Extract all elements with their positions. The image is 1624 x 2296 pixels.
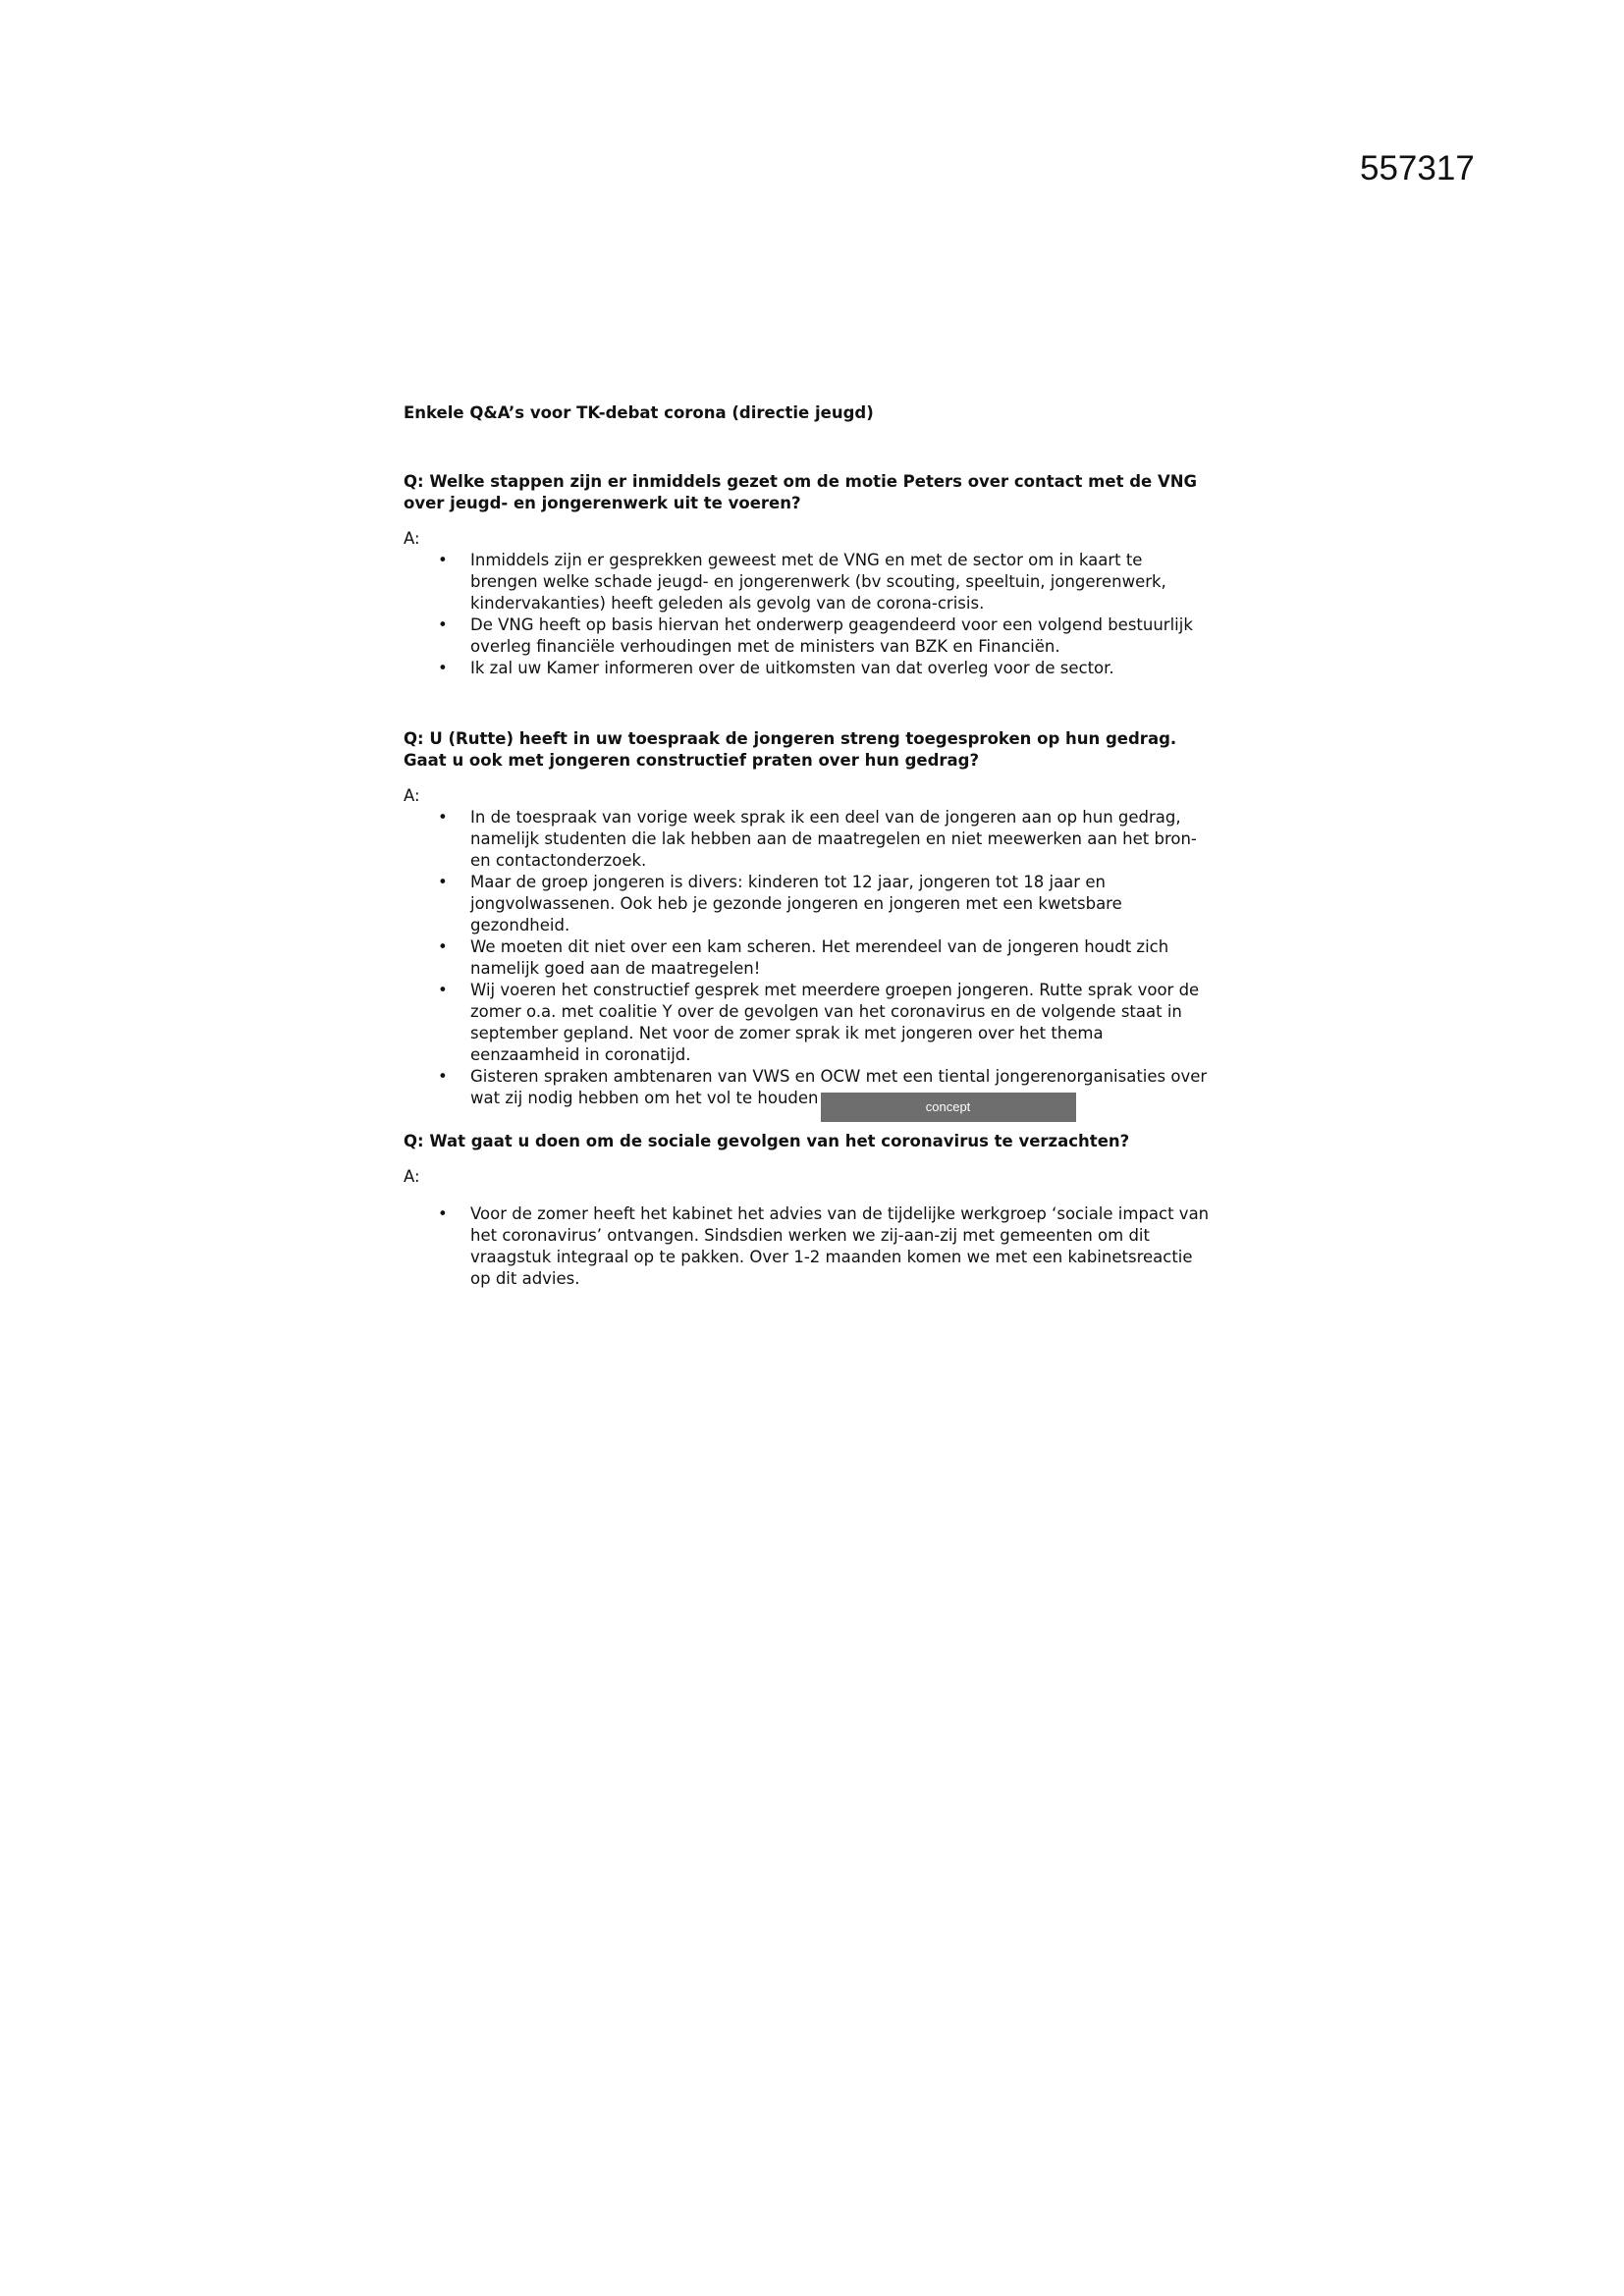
document-body (404, 402, 1238, 1290)
answer-label: A: (404, 1167, 420, 1186)
answer-line: zomer o.a. met coalitie Y over de gevolgen van het coronavirus en de volgende staat in (470, 1002, 1182, 1021)
bullet-icon: • (438, 873, 448, 891)
answer-line-with-redaction (470, 1088, 1238, 1122)
answer-line: en contactonderzoek. (470, 851, 647, 870)
question-3 (404, 1131, 1238, 1152)
bullet-icon: • (438, 981, 448, 999)
question-line: Q: Welke stappen zijn er inmiddels gezet om de motie Peters over contact met de VNG (404, 472, 1198, 491)
list-item (438, 936, 1238, 980)
answer-line: Inmiddels zijn er gesprekken geweest met de VNG en met de sector om in kaart te (470, 551, 1143, 569)
list-item (438, 614, 1238, 658)
answer-line: namelijk goed aan de maatregelen! (470, 959, 761, 978)
question-line: over jeugd- en jongerenwerk uit te voeren? (404, 494, 801, 512)
answer-line: het coronavirus’ ontvangen. Sindsdien werken we zij-aan-zij met gemeenten om dit (470, 1226, 1150, 1245)
document-title: Enkele Q&A’s voor TK-debat corona (directie jeugd) (404, 403, 874, 422)
qa-section-1 (404, 471, 1238, 679)
question-1 (404, 471, 1238, 514)
question-line: Q: Wat gaat u doen om de sociale gevolgen van het coronavirus te verzachten? (404, 1132, 1130, 1150)
answer-line: Gisteren spraken ambtenaren van VWS en OCW met een tiental jongerenorganisaties over (470, 1067, 1208, 1086)
answer-line: Ik zal uw Kamer informeren over de uitkomsten van dat overleg voor de sector. (470, 659, 1114, 677)
answer-line: jongvolwassenen. Ook heb je gezonde jongeren en jongeren met een kwetsbare (470, 894, 1122, 913)
bullet-icon: • (438, 551, 448, 569)
answer-list (404, 807, 1238, 1122)
answer-label: A: (404, 786, 420, 805)
answer-line: Maar de groep jongeren is divers: kinderen tot 12 jaar, jongeren tot 18 jaar en (470, 873, 1106, 891)
bullet-icon: • (438, 615, 448, 634)
document-number: 557317 (1360, 149, 1475, 187)
answer-line: Voor de zomer heeft het kabinet het advies van de tijdelijke werkgroep ‘sociale impact van (470, 1204, 1210, 1223)
answer-line: september gepland. Net voor de zomer sprak ik met jongeren over het thema (470, 1024, 1104, 1042)
bullet-icon: • (438, 659, 448, 677)
answer-line: gezondheid. (470, 916, 570, 934)
answer-label: A: (404, 529, 420, 548)
answer-line: Wij voeren het constructief gesprek met meerdere groepen jongeren. Rutte sprak voor de (470, 981, 1200, 999)
answer-line: op dit advies. (470, 1269, 580, 1288)
answer-list (404, 1203, 1238, 1290)
redaction-block: concept (821, 1093, 1076, 1122)
qa-section-3 (404, 1131, 1238, 1290)
list-item (438, 807, 1238, 872)
bullet-icon: • (438, 1067, 448, 1086)
answer-line: We moeten dit niet over een kam scheren. Het merendeel van de jongeren houdt zich (470, 937, 1169, 956)
list-item (438, 550, 1238, 614)
list-item (438, 658, 1238, 679)
list-item (438, 1203, 1238, 1290)
answer-line: In de toespraak van vorige week sprak ik een deel van de jongeren aan op hun gedrag, (470, 808, 1181, 827)
bullet-icon: • (438, 937, 448, 956)
question-line: Q: U (Rutte) heeft in uw toespraak de jongeren streng toegesproken op hun gedrag. (404, 729, 1177, 748)
answer-line: namelijk studenten die lak hebben aan de maatregelen en niet meewerken aan het bron- (470, 829, 1197, 848)
answer-line: vraagstuk integraal op te pakken. Over 1-2 maanden komen we met een kabinetsreactie (470, 1248, 1193, 1266)
answer-line: overleg financiële verhoudingen met de ministers van BZK en Financiën. (470, 637, 1060, 656)
answer-line: De VNG heeft op basis hiervan het onderwerp geagendeerd voor een volgend bestuurlijk (470, 615, 1193, 634)
bullet-icon: • (438, 808, 448, 827)
answer-line: brengen welke schade jeugd- en jongerenwerk (bv scouting, speeltuin, jongerenwerk, (470, 572, 1166, 591)
answer-list (404, 550, 1238, 679)
question-2 (404, 728, 1238, 772)
list-item (438, 1066, 1238, 1122)
list-item (438, 872, 1238, 936)
answer-line: eenzaamheid in coronatijd. (470, 1045, 691, 1064)
answer-line: kindervakanties) heeft geleden als gevolg van de corona-crisis. (470, 594, 985, 613)
qa-section-2 (404, 728, 1238, 1122)
question-line: Gaat u ook met jongeren constructief praten over hun gedrag? (404, 751, 980, 770)
answer-line: wat zij nodig hebben om het vol te houden (470, 1089, 819, 1107)
list-item (438, 980, 1238, 1066)
bullet-icon: • (438, 1204, 448, 1223)
